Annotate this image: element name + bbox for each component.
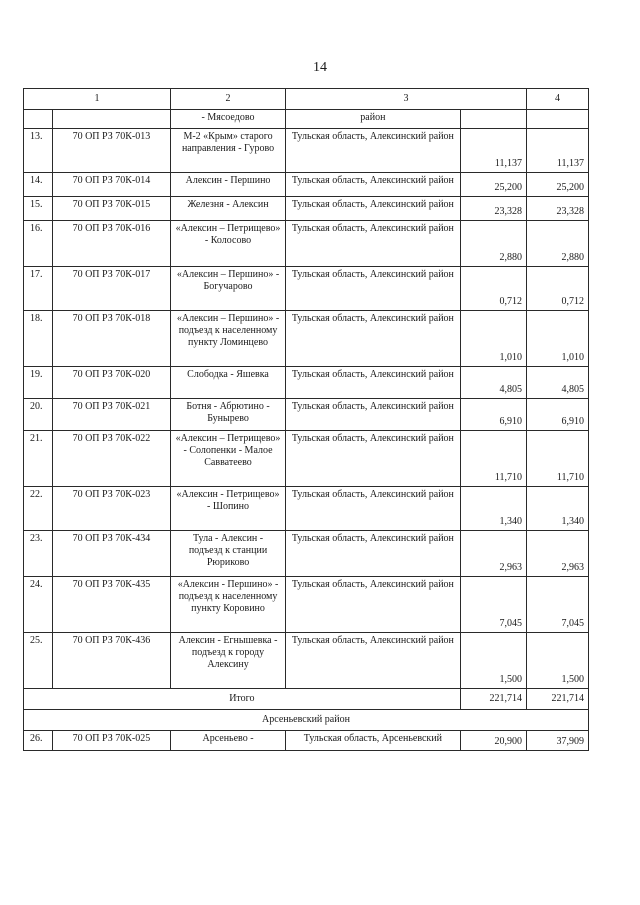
table-row: [24, 531, 589, 577]
cell-location: Тульская область, Алексинский район: [286, 487, 461, 531]
header-col-4: 4: [527, 89, 589, 110]
roads-table: [23, 88, 589, 751]
table-row: [24, 731, 589, 751]
cell-length: 6,910: [460, 399, 526, 431]
cell-location: Тульская область, Алексинский район: [286, 129, 461, 173]
cell-total: 11,137: [527, 129, 589, 173]
cell-total: 11,710: [527, 431, 589, 487]
cell-length: 1,340: [460, 487, 526, 531]
cell-no: 13.: [24, 129, 53, 173]
cell-name: Алексин - Першино: [171, 173, 286, 197]
cell-name: «Алексин - Першино» - подъезд к населенному пункту Коровино: [171, 577, 286, 633]
cell-length: 23,328: [460, 197, 526, 221]
cell-location: Тульская область, Алексинский район: [286, 531, 461, 577]
cell-total: 7,045: [527, 577, 589, 633]
table-row: [24, 311, 589, 367]
cell-length: 7,045: [460, 577, 526, 633]
cell-name: Арсеньево -: [171, 731, 286, 751]
header-row: [24, 89, 589, 110]
cell-code: [52, 110, 170, 129]
cell-length: 2,880: [460, 221, 526, 267]
cell-length: 4,805: [460, 367, 526, 399]
total-row: [24, 689, 589, 710]
cell-total: [527, 110, 589, 129]
cell-length: 11,710: [460, 431, 526, 487]
cell-location: Тульская область, Алексинский район: [286, 267, 461, 311]
page-number: 14: [313, 60, 327, 75]
cell-length: 0,712: [460, 267, 526, 311]
cell-no: 23.: [24, 531, 53, 577]
cell-name: «Алексин – Першино» - подъезд к населенному пункту Ломинцево: [171, 311, 286, 367]
cell-name: Железня - Алексин: [171, 197, 286, 221]
cell-total: 6,910: [527, 399, 589, 431]
cell-code: 70 ОП РЗ 70К-021: [52, 399, 170, 431]
cell-code: 70 ОП РЗ 70К-014: [52, 173, 170, 197]
cell-name: - Мясоедово: [171, 110, 286, 129]
cell-total: 1,500: [527, 633, 589, 689]
cell-name: «Алексин - Петрищево» - Шопино: [171, 487, 286, 531]
table-row: [24, 267, 589, 311]
cell-name: «Алексин – Петрищево» - Колосово: [171, 221, 286, 267]
cell-code: 70 ОП РЗ 70К-436: [52, 633, 170, 689]
district-heading: Арсеньевский район: [24, 710, 589, 731]
cell-total: 2,963: [527, 531, 589, 577]
cell-no: 17.: [24, 267, 53, 311]
cell-location: Тульская область, Алексинский район: [286, 399, 461, 431]
cell-location: Тульская область, Алексинский район: [286, 367, 461, 399]
total-length: 221,714: [460, 689, 526, 710]
cell-code: 70 ОП РЗ 70К-434: [52, 531, 170, 577]
cell-total: 37,909: [527, 731, 589, 751]
cell-no: 26.: [24, 731, 53, 751]
cell-total: 2,880: [527, 221, 589, 267]
cell-length: [460, 110, 526, 129]
cell-no: 24.: [24, 577, 53, 633]
cell-total: 25,200: [527, 173, 589, 197]
cell-no: 16.: [24, 221, 53, 267]
table-row: [24, 173, 589, 197]
cell-name: «Алексин – Першино» - Богучарово: [171, 267, 286, 311]
cell-code: 70 ОП РЗ 70К-015: [52, 197, 170, 221]
header-col-3: 3: [286, 89, 527, 110]
cell-location: Тульская область, Арсеньевский: [286, 731, 461, 751]
cell-code: 70 ОП РЗ 70К-023: [52, 487, 170, 531]
cell-total: 1,340: [527, 487, 589, 531]
cell-no: 22.: [24, 487, 53, 531]
cell-code: 70 ОП РЗ 70К-022: [52, 431, 170, 487]
table-row: [24, 129, 589, 173]
cell-name: Ботня - Абрютино - Бунырево: [171, 399, 286, 431]
cell-no: 20.: [24, 399, 53, 431]
total-label: Итого: [24, 689, 461, 710]
cell-no: 14.: [24, 173, 53, 197]
cell-no: 21.: [24, 431, 53, 487]
header-col-1: 1: [24, 89, 171, 110]
table-row: [24, 221, 589, 267]
cell-code: 70 ОП РЗ 70К-013: [52, 129, 170, 173]
cell-name: М-2 «Крым» старого направления - Гурово: [171, 129, 286, 173]
cell-code: 70 ОП РЗ 70К-025: [52, 731, 170, 751]
cell-name: «Алексин – Петрищево» - Солопенки - Малое Савватеево: [171, 431, 286, 487]
table-row: [24, 487, 589, 531]
cell-location: Тульская область, Алексинский район: [286, 633, 461, 689]
cell-location: Тульская область, Алексинский район: [286, 197, 461, 221]
cell-code: 70 ОП РЗ 70К-435: [52, 577, 170, 633]
table-row: [24, 633, 589, 689]
continuation-row: [24, 110, 589, 129]
cell-length: 2,963: [460, 531, 526, 577]
cell-code: 70 ОП РЗ 70К-017: [52, 267, 170, 311]
header-col-2: 2: [171, 89, 286, 110]
cell-total: 1,010: [527, 311, 589, 367]
cell-location: Тульская область, Алексинский район: [286, 311, 461, 367]
cell-code: 70 ОП РЗ 70К-020: [52, 367, 170, 399]
cell-length: 11,137: [460, 129, 526, 173]
cell-length: 1,010: [460, 311, 526, 367]
cell-location: Тульская область, Алексинский район: [286, 173, 461, 197]
cell-name: Тула - Алексин - подъезд к станции Рюриково: [171, 531, 286, 577]
cell-code: 70 ОП РЗ 70К-018: [52, 311, 170, 367]
district-row: [24, 710, 589, 731]
cell-location: Тульская область, Алексинский район: [286, 221, 461, 267]
cell-total: 23,328: [527, 197, 589, 221]
table-row: [24, 399, 589, 431]
cell-name: Алексин - Егнышевка - подъезд к городу Алексину: [171, 633, 286, 689]
cell-location: Тульская область, Алексинский район: [286, 577, 461, 633]
cell-total: 0,712: [527, 267, 589, 311]
table-row: [24, 577, 589, 633]
table-row: [24, 431, 589, 487]
cell-no: [24, 110, 53, 129]
cell-total: 4,805: [527, 367, 589, 399]
cell-length: 1,500: [460, 633, 526, 689]
cell-no: 18.: [24, 311, 53, 367]
table-row: [24, 197, 589, 221]
cell-location: район: [286, 110, 461, 129]
cell-no: 15.: [24, 197, 53, 221]
cell-length: 20,900: [460, 731, 526, 751]
table-row: [24, 367, 589, 399]
cell-length: 25,200: [460, 173, 526, 197]
cell-no: 25.: [24, 633, 53, 689]
cell-code: 70 ОП РЗ 70К-016: [52, 221, 170, 267]
total-total: 221,714: [527, 689, 589, 710]
cell-no: 19.: [24, 367, 53, 399]
cell-location: Тульская область, Алексинский район: [286, 431, 461, 487]
cell-name: Слободка - Яшевка: [171, 367, 286, 399]
